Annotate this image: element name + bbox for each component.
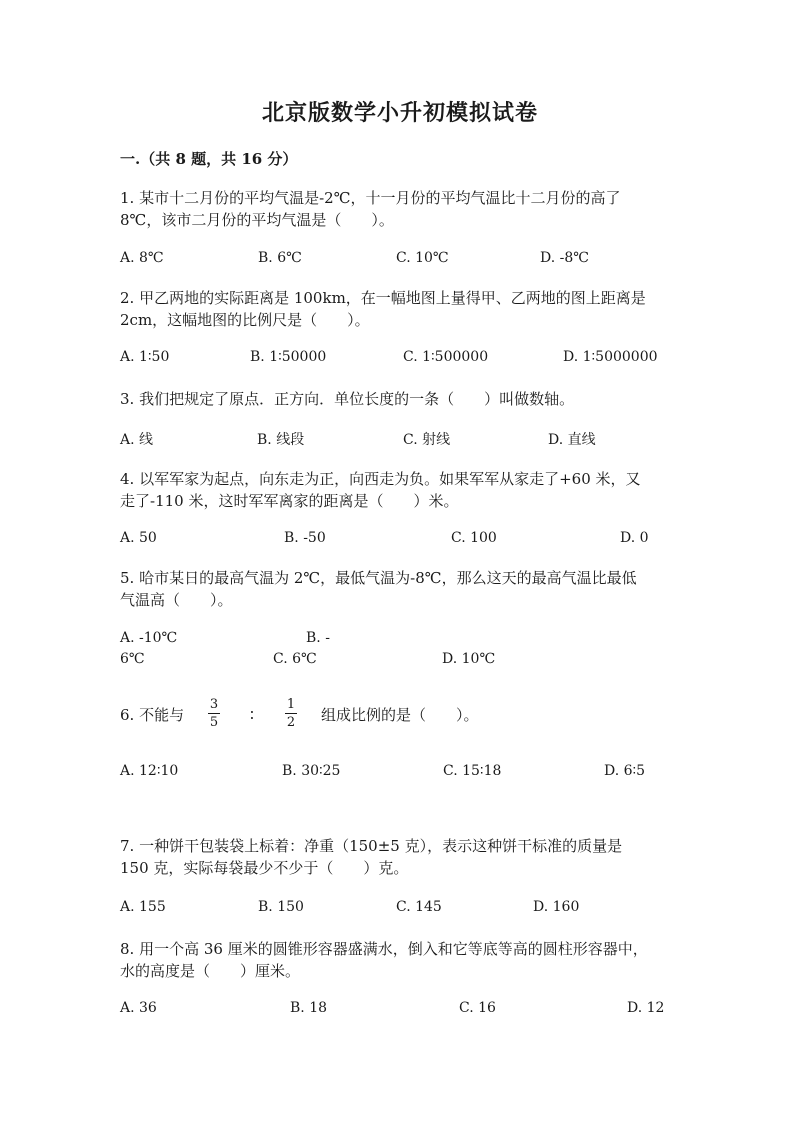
question-6-suffix: 组成比例的是（ ）。 bbox=[321, 706, 479, 724]
fraction-2-numerator: 1 bbox=[286, 697, 296, 712]
question-8-option-d: D. 12 bbox=[627, 1000, 665, 1016]
fraction-one-half bbox=[285, 697, 297, 730]
question-4-option-c: C. 100 bbox=[451, 530, 497, 546]
question-2-option-a: A. 1∶50 bbox=[120, 349, 170, 365]
question-7-line-2: 150 克，实际每袋最少不少于（ ）克。 bbox=[120, 859, 409, 877]
question-6-option-b: B. 30∶25 bbox=[282, 763, 341, 779]
question-4-option-a: A. 50 bbox=[120, 530, 157, 546]
question-6-prefix: 6. 不能与 bbox=[120, 706, 185, 724]
fraction-three-fifths bbox=[208, 697, 220, 730]
question-8-option-c: C. 16 bbox=[459, 1000, 496, 1016]
page-title: 北京版数学小升初模拟试卷 bbox=[261, 100, 538, 126]
question-7-option-d: D. 160 bbox=[533, 899, 580, 915]
question-2-line-2: 2cm，这幅地图的比例尺是（ ）。 bbox=[120, 311, 370, 329]
section-heading: 一.（共 8 题，共 16 分） bbox=[120, 150, 298, 168]
question-7-option-a: A. 155 bbox=[120, 899, 166, 915]
question-2-line-1: 2. 甲乙两地的实际距离是 100km，在一幅地图上量得甲、乙两地的图上距离是 bbox=[120, 289, 646, 307]
question-7-line-1: 7. 一种饼干包装袋上标着：净重（150±5 克），表示这种饼干标准的质量是 bbox=[120, 837, 623, 855]
question-8-line-2: 水的高度是（ ）厘米。 bbox=[120, 962, 301, 980]
question-8-option-b: B. 18 bbox=[290, 1000, 328, 1016]
question-6-option-d: D. 6∶5 bbox=[604, 763, 646, 779]
question-1-option-d: D. -8℃ bbox=[540, 250, 589, 266]
question-3-option-d: D. 直线 bbox=[548, 432, 596, 448]
fraction-2-bar bbox=[285, 713, 297, 714]
question-2-option-b: B. 1∶50000 bbox=[250, 349, 327, 365]
question-5-option-d: D. 10℃ bbox=[442, 651, 496, 667]
question-1-option-a: A. 8℃ bbox=[120, 250, 164, 266]
question-3-option-c: C. 射线 bbox=[403, 432, 451, 448]
question-5-option-a: A. -10℃ bbox=[120, 630, 178, 646]
question-8-option-a: A. 36 bbox=[120, 1000, 157, 1016]
question-1-option-b: B. 6℃ bbox=[258, 250, 302, 266]
question-4-line-2: 走了-110 米，这时军军离家的距离是（ ）米。 bbox=[120, 492, 459, 510]
question-5-option-b-end: 6℃ bbox=[120, 651, 145, 667]
question-3-line-1: 3. 我们把规定了原点．正方向．单位长度的一条（ ）叫做数轴。 bbox=[120, 390, 575, 408]
question-5-option-c: C. 6℃ bbox=[273, 651, 317, 667]
question-2-option-d: D. 1∶5000000 bbox=[563, 349, 658, 365]
question-1-option-c: C. 10℃ bbox=[396, 250, 449, 266]
question-4-option-b: B. -50 bbox=[284, 530, 326, 546]
question-7-option-b: B. 150 bbox=[258, 899, 304, 915]
fraction-2-denominator: 2 bbox=[286, 715, 296, 730]
question-8-line-1: 8. 用一个高 36 厘米的圆锥形容器盛满水，倒入和它等底等高的圆柱形容器中， bbox=[120, 940, 648, 958]
question-7-option-c: C. 145 bbox=[396, 899, 442, 915]
question-5-line-2: 气温高（ ）。 bbox=[120, 591, 233, 609]
ratio-colon: ∶ bbox=[250, 706, 254, 724]
question-3-option-a: A. 线 bbox=[120, 432, 154, 448]
question-4-line-1: 4. 以军军家为起点，向东走为正，向西走为负。如果军军从家走了+60 米，又 bbox=[120, 470, 641, 488]
question-1-line-1: 1. 某市十二月份的平均气温是-2℃，十一月份的平均气温比十二月份的高了 bbox=[120, 189, 621, 207]
question-6-option-c: C. 15∶18 bbox=[443, 763, 502, 779]
fraction-1-denominator: 5 bbox=[209, 715, 219, 730]
question-5-option-b-start: B. - bbox=[306, 630, 330, 646]
question-3-option-b: B. 线段 bbox=[257, 432, 305, 448]
fraction-1-numerator: 3 bbox=[209, 697, 219, 712]
fraction-1-bar bbox=[208, 713, 220, 714]
question-2-option-c: C. 1∶500000 bbox=[403, 349, 489, 365]
question-1-line-2: 8℃，该市二月份的平均气温是（ ）。 bbox=[120, 211, 394, 229]
question-5-line-1: 5. 哈市某日的最高气温为 2℃，最低气温为-8℃，那么这天的最高气温比最低 bbox=[120, 569, 637, 587]
question-6-option-a: A. 12∶10 bbox=[120, 763, 179, 779]
question-4-option-d: D. 0 bbox=[620, 530, 649, 546]
